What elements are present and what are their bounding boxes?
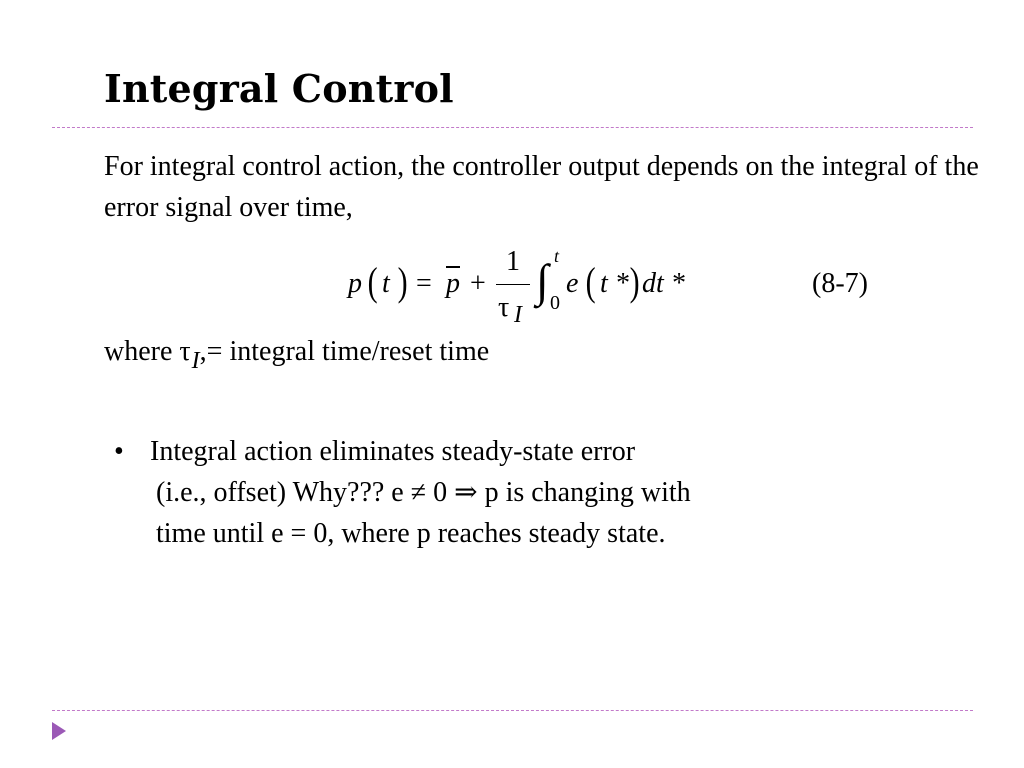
eq-pbar: $\overline{p}$ bbox=[446, 268, 460, 299]
bullet-dot: • bbox=[114, 436, 124, 467]
bullet-line-3: time until e = 0, where p reaches steady state. bbox=[156, 518, 666, 549]
play-arrow-icon[interactable] bbox=[52, 722, 66, 740]
eq-integral-sign: ∫ bbox=[536, 255, 549, 306]
slide-title: Integral Control bbox=[104, 66, 454, 111]
eq-paren-open: ( bbox=[367, 259, 378, 304]
eq-paren-close: ) bbox=[397, 259, 408, 304]
eq-t: t bbox=[382, 268, 390, 299]
bullet-line-1: Integral action eliminates steady-state error bbox=[150, 436, 636, 467]
eq-denominator-sub: I bbox=[514, 302, 522, 328]
eq-upper-limit: t bbox=[554, 246, 560, 266]
eq-dt-star: dt * bbox=[642, 268, 685, 299]
intro-text: For integral control action, the controller output depends on the integral of the error signal over time, bbox=[104, 151, 979, 223]
where-definition bbox=[104, 334, 490, 374]
eq-paren-close-2: ) bbox=[629, 259, 640, 304]
eq-e: e bbox=[566, 268, 579, 299]
bullet-line-2: (i.e., offset) Why??? e ≠ 0 ⇒ p is changing with bbox=[156, 477, 691, 508]
bottom-divider bbox=[52, 710, 973, 711]
top-divider bbox=[52, 127, 973, 128]
equation-8-7 bbox=[340, 240, 900, 330]
eq-plus: + bbox=[470, 268, 486, 299]
eq-numerator: 1 bbox=[506, 246, 520, 277]
where-prefix: where bbox=[104, 336, 173, 367]
eq-lower-limit: 0 bbox=[550, 292, 560, 314]
eq-fraction-bar bbox=[496, 284, 530, 285]
eq-t-star: t * bbox=[600, 268, 629, 299]
where-tau: τ bbox=[179, 336, 191, 367]
eq-paren-open-2: ( bbox=[585, 259, 596, 304]
where-tau-sub: I bbox=[191, 348, 200, 374]
where-suffix: ,= integral time/reset time bbox=[199, 336, 490, 367]
eq-equals: = bbox=[416, 268, 432, 299]
eq-denominator-tau: τ bbox=[498, 292, 510, 323]
eq-p: p bbox=[348, 268, 362, 299]
equation-number: (8-7) bbox=[812, 268, 868, 299]
